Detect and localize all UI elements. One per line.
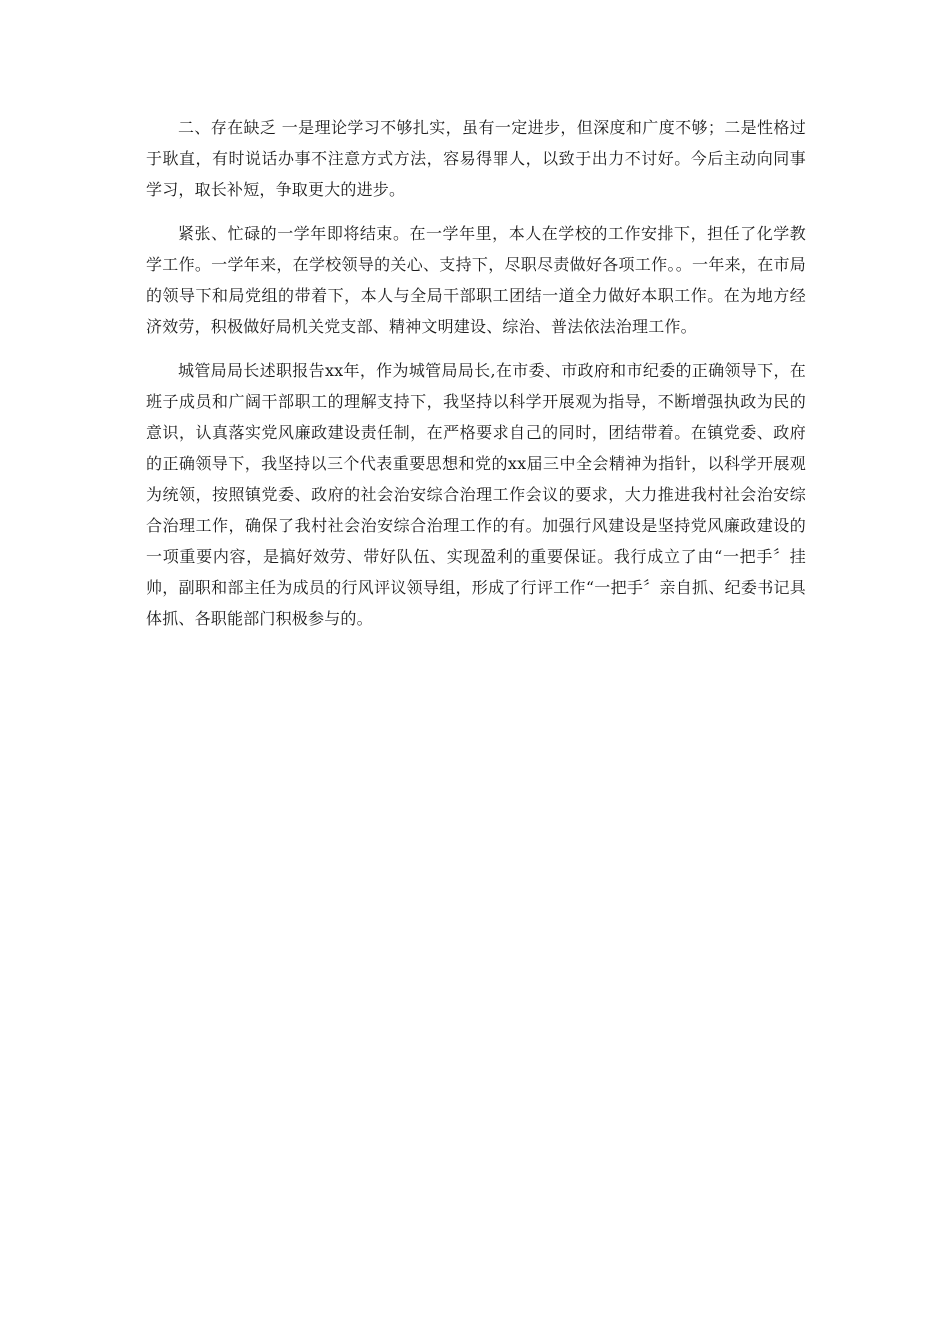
- paragraph-shortcomings: 二、存在缺乏 一是理论学习不够扎实，虽有一定进步，但深度和广度不够；二是性格过于耿直，有时说话办事不注意方式方法，容易得罪人，以致于出力不讨好。今后主动向同事学习，取长补短，争取更大的进步。: [146, 118, 806, 199]
- paragraph-school-year: 紧张、忙碌的一学年即将结束。在一学年里，本人在学校的工作安排下，担任了化学教学工作。一学年来，在学校领导的关心、支持下，尽职尽责做好各项工作。。一年来，在市局的领导下和局党组的带着下，本人与全局干部职工团结一道全力做好本职工作。在为地方经济效劳，积极做好局机关党支部、精神文明建设、综治、普法依法治理工作。: [146, 224, 806, 336]
- paragraph-director-report: 城管局局长述职报告xx年，作为城管局局长,在市委、市政府和市纪委的正确领导下，在班子成员和广阔干部职工的理解支持下，我坚持以科学开展观为指导，不断增强执政为民的意识，认真落实党风廉政建设责任制，在严格要求自己的同时，团结带着。在镇党委、政府的正确领导下，我坚持以三个代表重要思想和党的xx届三中全会精神为指针，以科学开展观为统领，按照镇党委、政府的社会治安综合治理工作会议的要求，大力推进我村社会治安综合治理工作，确保了我村社会治安综合治理工作的有。加强行风建设是坚持党风廉政建设的一项重要内容，是搞好效劳、带好队伍、实现盈利的重要保证。我行成立了由“一把手〞挂帅，副职和部主任为成员的行风评议领导组，形成了行评工作“一把手〞亲自抓、纪委书记具体抓、各职能部门积极参与的。: [146, 361, 806, 628]
- document-body: [146, 112, 806, 634]
